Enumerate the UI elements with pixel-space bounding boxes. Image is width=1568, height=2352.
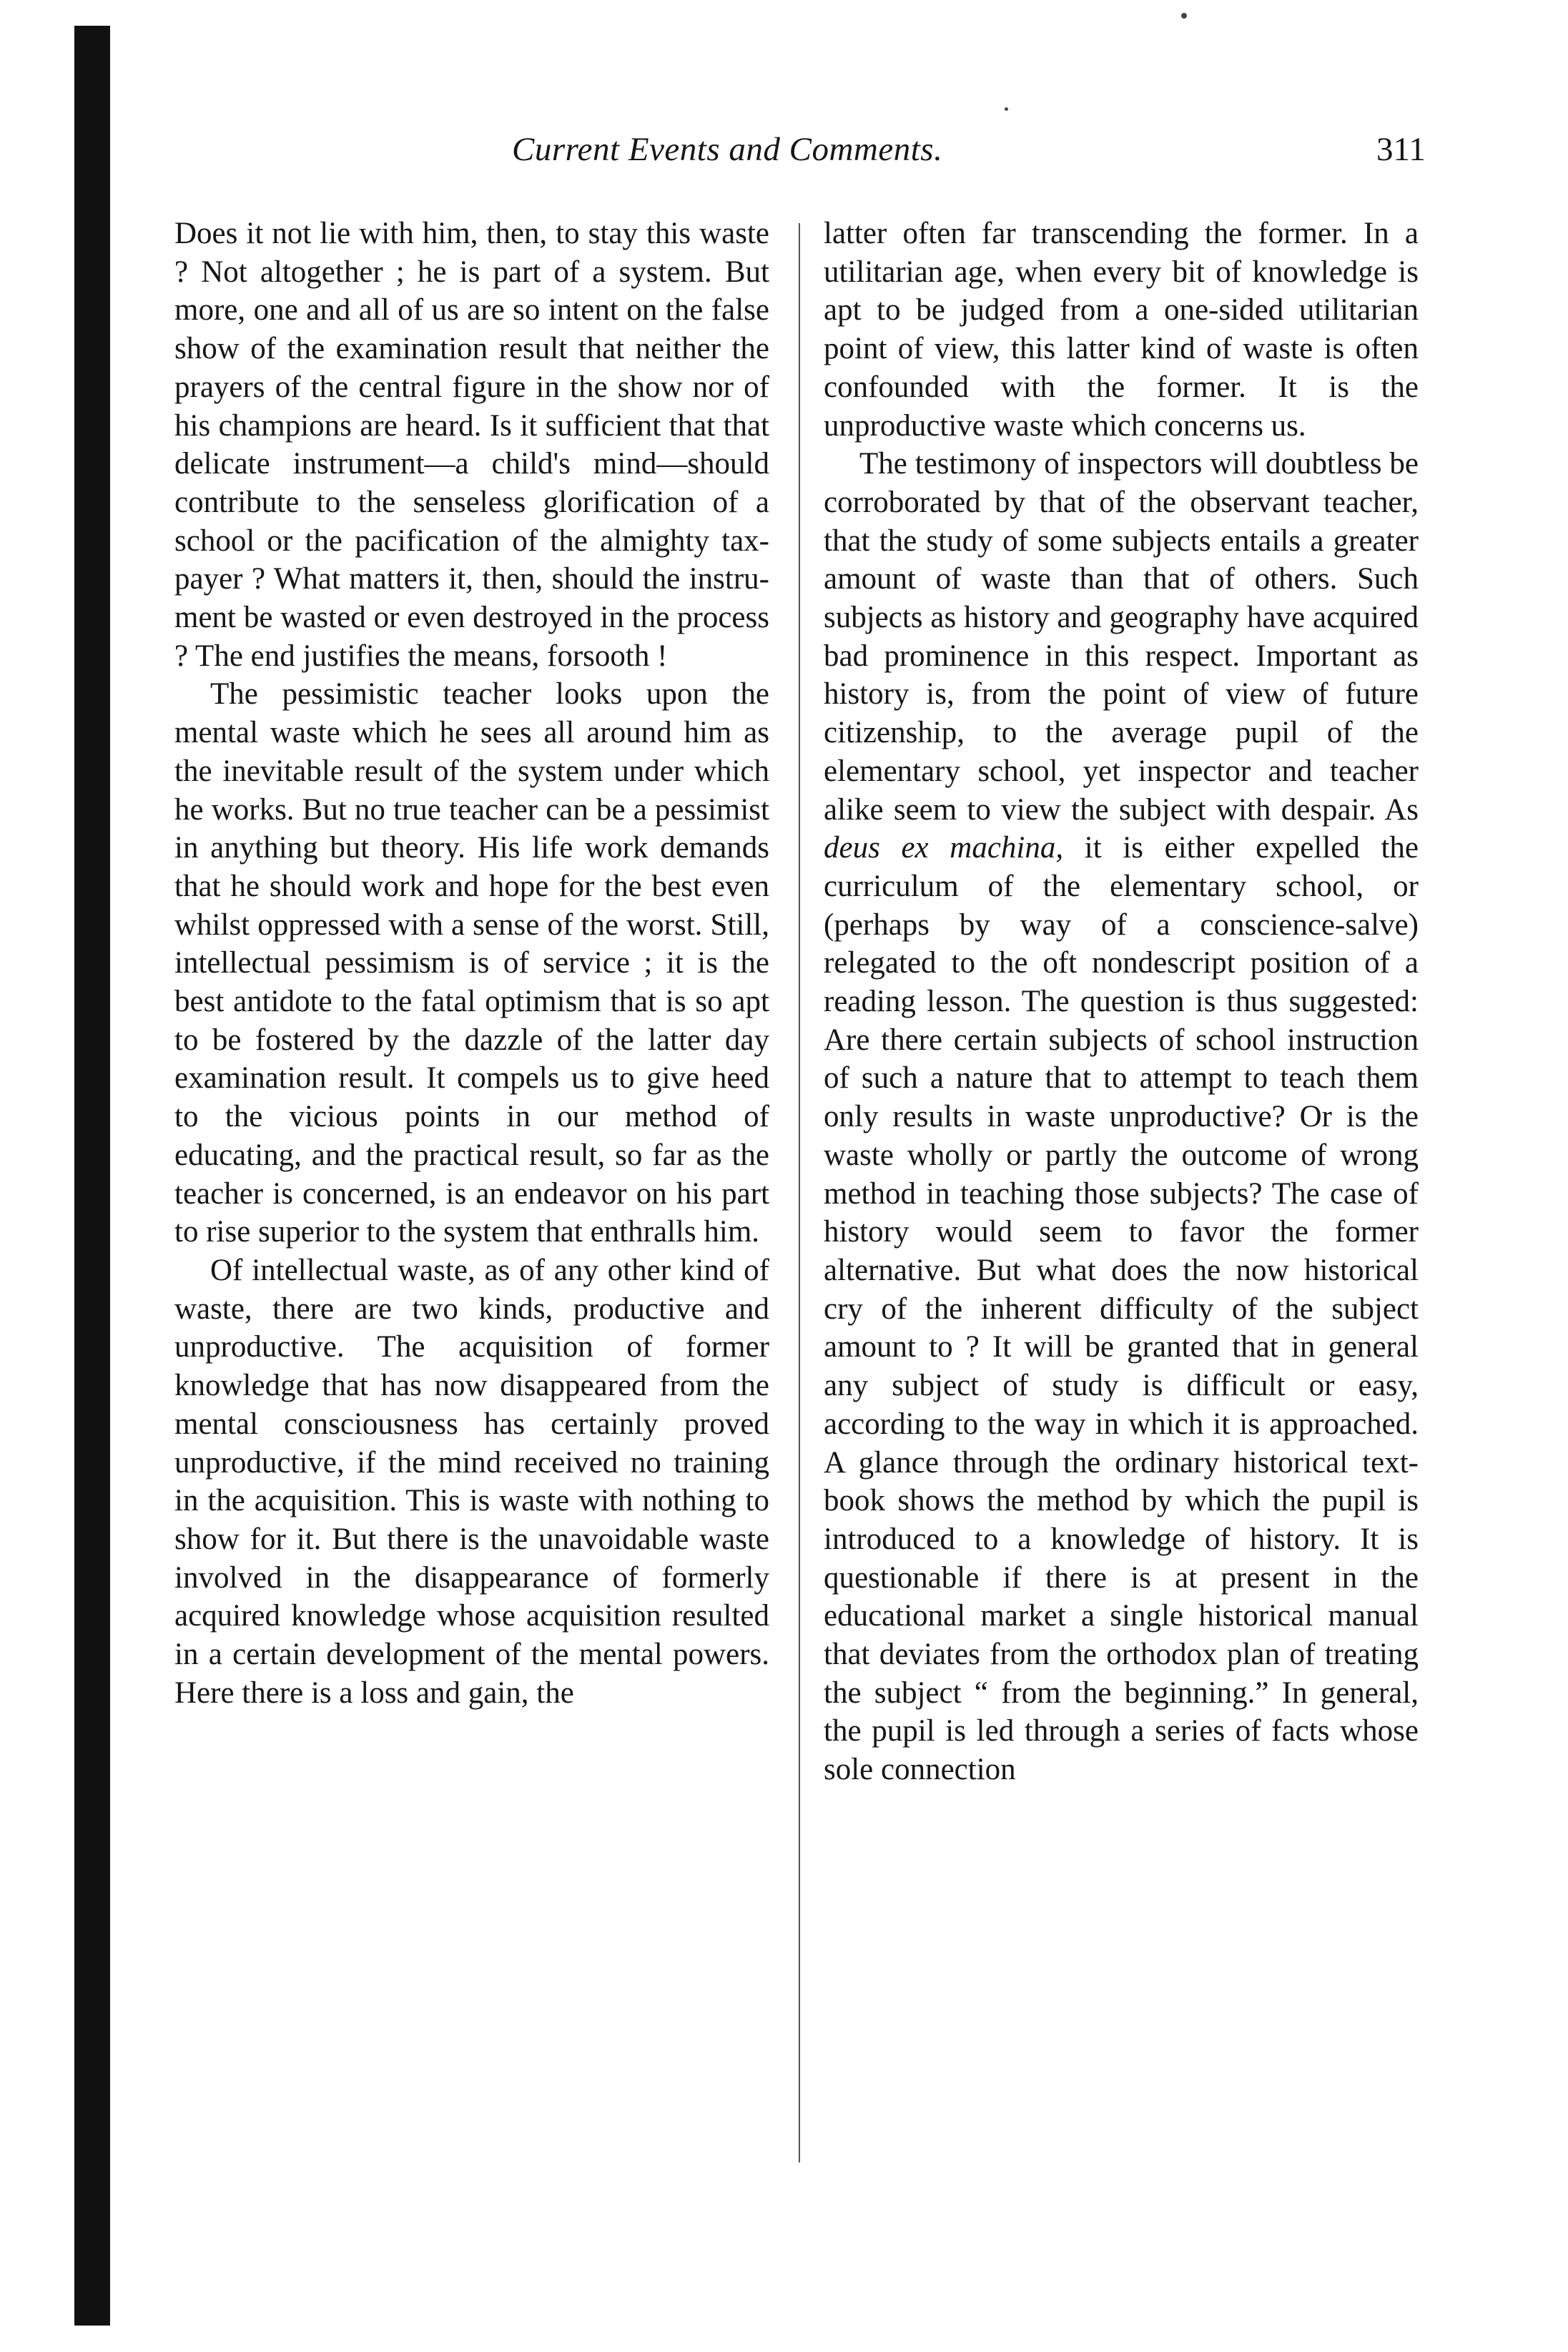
print-speck — [1005, 107, 1008, 111]
paragraph: The pessimistic teacher looks upon the mental waste which he sees all around him as the inevitable result of the system under which he works. But no true teacher can be a pessimist in anything but theory. His life work demands that he should work and hope for the best even whilst oppressed with a sense of the worst. Still, intellectual pessimism is of service ; it is the best antidote to the fatal optimism that is so apt to be fostered by the dazzle of the latter day examination result. It compels us to give heed to the vicious points in our method of educating, and the practical result, so far as the teacher is concerned, is an endeavor on his part to rise superior to the system that enthralls him. — [174, 677, 769, 1249]
binding-edge — [74, 26, 110, 2326]
paragraph: latter often far transcending the former. In a utilitarian age, when every bit of knowledge is apt to be judged from a one-sided utilitarian point of view, this latter kind of waste is often confounded with the former. It is the unproductive waste which concerns us. — [824, 217, 1419, 443]
print-speck — [1181, 13, 1187, 19]
paragraph: Of intellectual waste, as of any other kind of waste, there are two kinds, productive and unproductive. The acquisition of former knowledge that has now disappeared from the mental consciousness has certainly proved unproductive, if the mind received no training in the acquisition. This is waste with nothing to show for it. But there is the unavoidable waste involved in the disappearance of formerly acquired knowledge whose acquisition resulted in a certain development of the mental powers. Here there is a loss and gain, the — [174, 1253, 769, 1710]
paragraph — [824, 445, 1419, 1789]
column-divider — [799, 223, 800, 2162]
running-title: Current Events and Comments. — [512, 131, 943, 168]
paragraph-text: it is either expelled the curriculum of the elementary school, or (perhaps by way of a conscience-salve) relegated to the oft nondescript position of a reading lesson. The question is thus suggested: Are there certain subjects of school instruction of such a nature that to attempt to teach them only results in waste unproductive? Or is the waste wholly or partly the outcome of wrong method in teaching those subjects? The case of history would seem to favor the former alternative. But what does the now historical cry of the inherent difficulty of the subject amount to ? It will be granted that in general any subject of study is difficult or easy, according to the way in which it is approached. A glance through the ordinary historical text-book shows the method by which the pupil is introduced to a knowledge of history. It is questionable if there is at present in the educational market a single historical manual that deviates from the orthodox plan of treating the subject “ from the beginning.” In general, the pupil is led through a series of facts whose sole connection — [824, 831, 1419, 1787]
page-header — [0, 130, 1568, 180]
left-column — [174, 215, 769, 1712]
right-column — [824, 215, 1419, 1789]
italic-phrase: deus ex machina, — [824, 831, 1064, 865]
page-number: 311 — [1376, 131, 1426, 168]
paragraph: Does it not lie with him, then, to stay this waste ? Not altogether ; he is part of a system. But more, one and all of us are so intent on the false show of the examination result that neither the prayers of the central figure in the show nor of his champions are heard. Is it sufficient that that delicate instrument—a child's mind—should contribute to the senseless glorification of a school or the pacification of the almighty tax-payer ? What matters it, then, should the instrument be wasted or even destroyed in the process ? The end justifies the means, forsooth ! — [174, 217, 769, 673]
paragraph-text: The testimony of inspectors will doubtless be corroborated by that of the observant teacher, that the study of some subjects entails a greater amount of waste than that of others. Such subjects as history and geography have acquired bad prominence in this respect. Important as history is, from the point of view of future citizenship, to the average pupil of the elementary school, yet inspector and teacher alike seem to view the subject with despair. As — [824, 447, 1419, 827]
